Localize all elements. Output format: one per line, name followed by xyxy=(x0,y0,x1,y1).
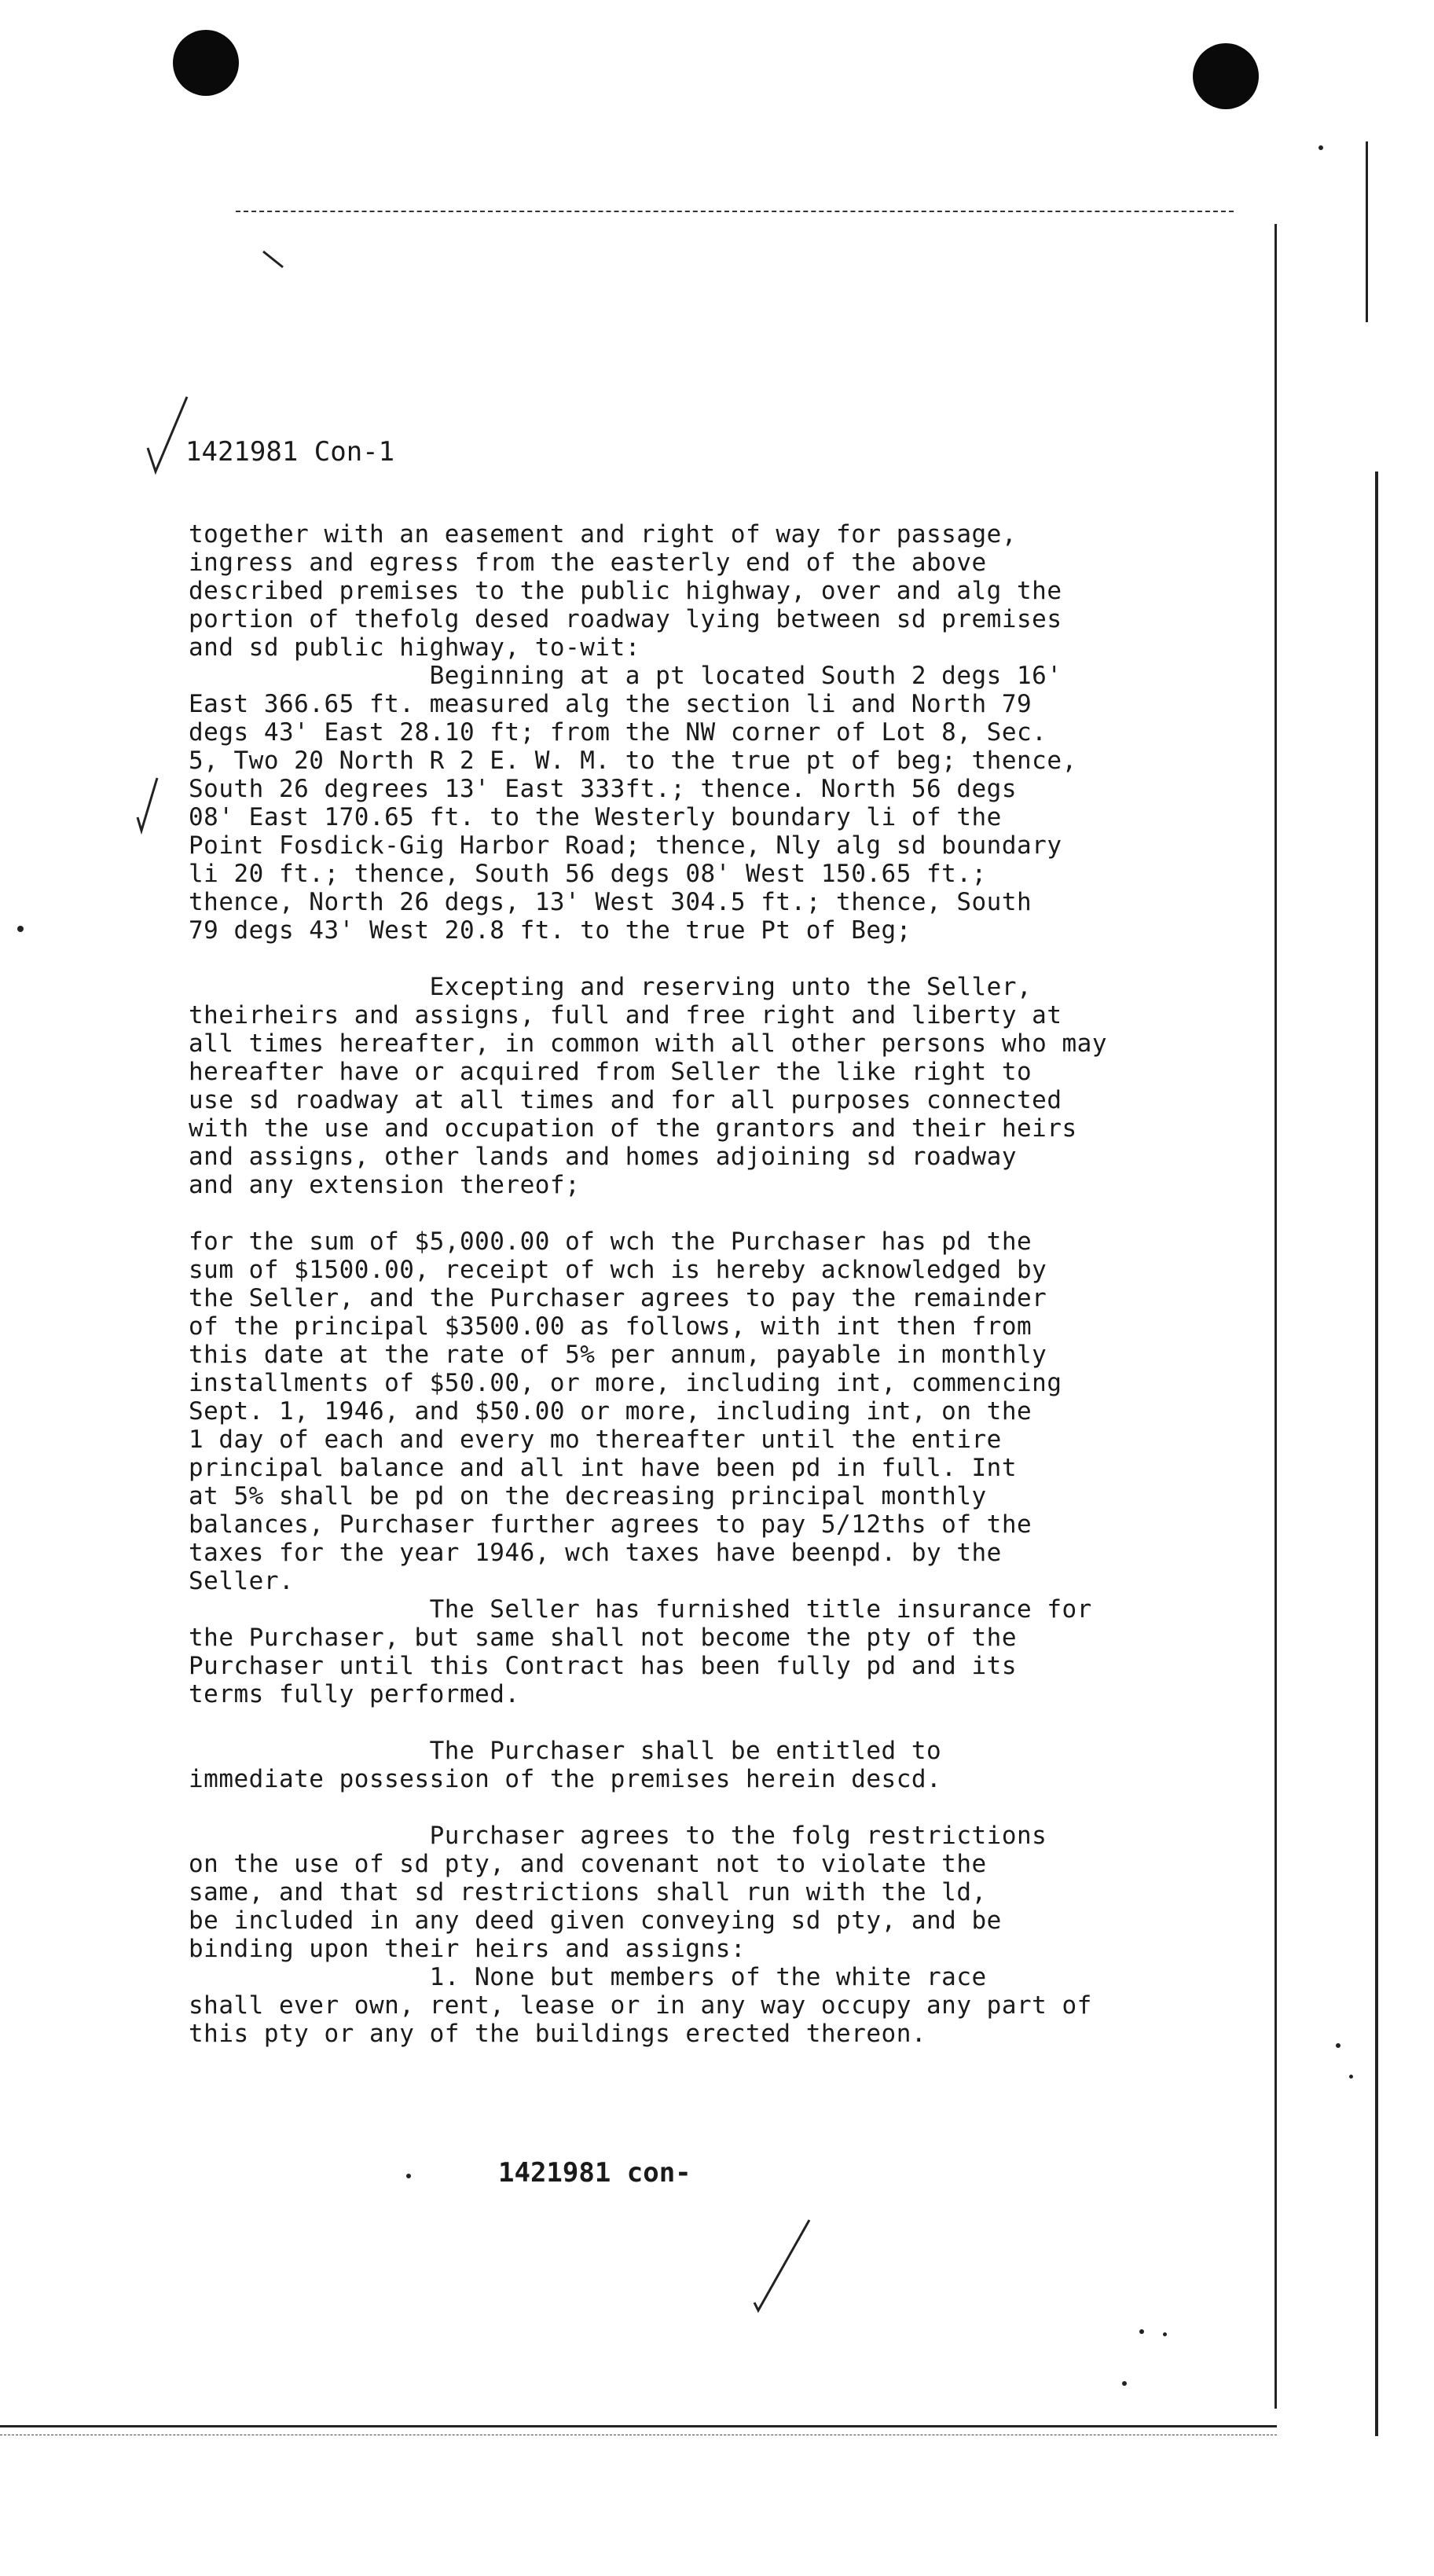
text-line: South 26 degrees 13' East 333ft.; thence. North 56 degs xyxy=(189,775,1017,803)
text-line: the Seller, and the Purchaser agrees to pay the remainder xyxy=(189,1284,1047,1312)
speck xyxy=(1122,2381,1127,2386)
punch-hole-right xyxy=(1193,43,1259,109)
text-line: Purchaser until this Contract has been fully pd and its xyxy=(189,1652,1017,1680)
punch-hole-left xyxy=(173,30,239,96)
text-line: li 20 ft.; thence, South 56 degs 08' West 150.65 ft.; xyxy=(189,860,987,888)
header-reference: 1421981 Con-1 xyxy=(185,436,395,468)
text-line: degs 43' East 28.10 ft; from the NW corner of Lot 8, Sec. xyxy=(189,718,1047,747)
text-line: theirheirs and assigns, full and free right and liberty at xyxy=(189,1001,1062,1029)
speck xyxy=(1336,2043,1340,2048)
top-rule xyxy=(236,211,1234,212)
text-line: this pty or any of the buildings erected thereon. xyxy=(189,2020,927,2048)
text-line: ingress and egress from the easterly end of the above xyxy=(189,549,987,577)
tick-mark xyxy=(259,248,291,271)
text-line: and sd public highway, to-wit: xyxy=(189,633,640,662)
text-line: Purchaser agrees to the folg restrictions xyxy=(189,1822,1047,1850)
text-line: Beginning at a pt located South 2 degs 16' xyxy=(189,662,1062,690)
text-line: 79 degs 43' West 20.8 ft. to the true Pt of Beg; xyxy=(189,916,911,945)
speck xyxy=(1139,2329,1144,2334)
text-line xyxy=(189,1199,1210,1227)
text-line: immediate possession of the premises herein descd. xyxy=(189,1765,942,1793)
text-line: 1. None but members of the white race xyxy=(189,1963,987,1991)
speck xyxy=(17,926,24,932)
text-line xyxy=(189,945,1210,973)
text-line: use sd roadway at all times and for all purposes connected xyxy=(189,1086,1062,1114)
right-margin-line xyxy=(1274,224,1277,2409)
text-line: sum of $1500.00, receipt of wch is hereby acknowledged by xyxy=(189,1256,1047,1284)
text-line: Excepting and reserving unto the Seller, xyxy=(189,973,1032,1001)
text-line: described premises to the public highway, over and alg the xyxy=(189,577,1062,605)
text-line: on the use of sd pty, and covenant not to violate the xyxy=(189,1850,987,1878)
text-line: and assigns, other lands and homes adjoining sd roadway xyxy=(189,1143,1017,1171)
checkmark-icon xyxy=(739,2216,817,2318)
text-line: shall ever own, rent, lease or in any way occupy any part of xyxy=(189,1991,1092,2020)
text-line: East 366.65 ft. measured alg the section li and North 79 xyxy=(189,690,1032,718)
text-line: of the principal $3500.00 as follows, with int then from xyxy=(189,1312,1032,1341)
text-line: with the use and occupation of the grantors and their heirs xyxy=(189,1114,1077,1143)
text-line: portion of thefolg desed roadway lying between sd premises xyxy=(189,605,1062,633)
footer-reference: 1421981 con- xyxy=(498,2157,691,2189)
speck xyxy=(406,2174,411,2178)
speck xyxy=(1349,2075,1353,2079)
text-line: balances, Purchaser further agrees to pay 5/12ths of the xyxy=(189,1510,1032,1539)
right-edge-line xyxy=(1366,141,1368,322)
speck xyxy=(1163,2332,1167,2336)
text-line: this date at the rate of 5% per annum, payable in monthly xyxy=(189,1341,1047,1369)
text-line: 08' East 170.65 ft. to the Westerly boundary li of the xyxy=(189,803,1002,831)
text-line: same, and that sd restrictions shall run with the ld, xyxy=(189,1878,987,1906)
text-line: binding upon their heirs and assigns: xyxy=(189,1935,746,1963)
text-line: Point Fosdick-Gig Harbor Road; thence, Nly alg sd boundary xyxy=(189,831,1062,860)
text-line: together with an easement and right of way for passage, xyxy=(189,520,1017,549)
text-line: 5, Two 20 North R 2 E. W. M. to the true pt of beg; thence, xyxy=(189,747,1077,775)
text-line: all times hereafter, in common with all other persons who may xyxy=(189,1029,1107,1058)
bottom-rule xyxy=(0,2425,1277,2427)
text-line xyxy=(189,1708,1210,1737)
text-line: for the sum of $5,000.00 of wch the Purchaser has pd the xyxy=(189,1227,1032,1256)
text-line: and any extension thereof; xyxy=(189,1171,581,1199)
text-line: 1 day of each and every mo thereafter until the entire xyxy=(189,1426,1002,1454)
text-line: principal balance and all int have been pd in full. Int xyxy=(189,1454,1017,1482)
text-line: at 5% shall be pd on the decreasing principal monthly xyxy=(189,1482,987,1510)
text-line: be included in any deed given conveying sd pty, and be xyxy=(189,1906,1002,1935)
checkmark-icon xyxy=(130,774,169,837)
text-line: terms fully performed. xyxy=(189,1680,520,1708)
speck xyxy=(1318,145,1323,150)
right-edge-line-lower xyxy=(1375,472,1378,2436)
text-line: the Purchaser, but same shall not become the pty of the xyxy=(189,1624,1017,1652)
text-line xyxy=(189,1793,1210,1822)
text-line: The Seller has furnished title insurance for xyxy=(189,1595,1092,1624)
text-line: thence, North 26 degs, 13' West 304.5 ft.; thence, South xyxy=(189,888,1032,916)
text-line: installments of $50.00, or more, including int, commencing xyxy=(189,1369,1062,1397)
body-text xyxy=(189,520,1210,2048)
text-line: hereafter have or acquired from Seller the like right to xyxy=(189,1058,1032,1086)
text-line: taxes for the year 1946, wch taxes have beenpd. by the xyxy=(189,1539,1002,1567)
text-line: Seller. xyxy=(189,1567,295,1595)
text-line: Sept. 1, 1946, and $50.00 or more, including int, on the xyxy=(189,1397,1032,1426)
text-line: The Purchaser shall be entitled to xyxy=(189,1737,942,1765)
